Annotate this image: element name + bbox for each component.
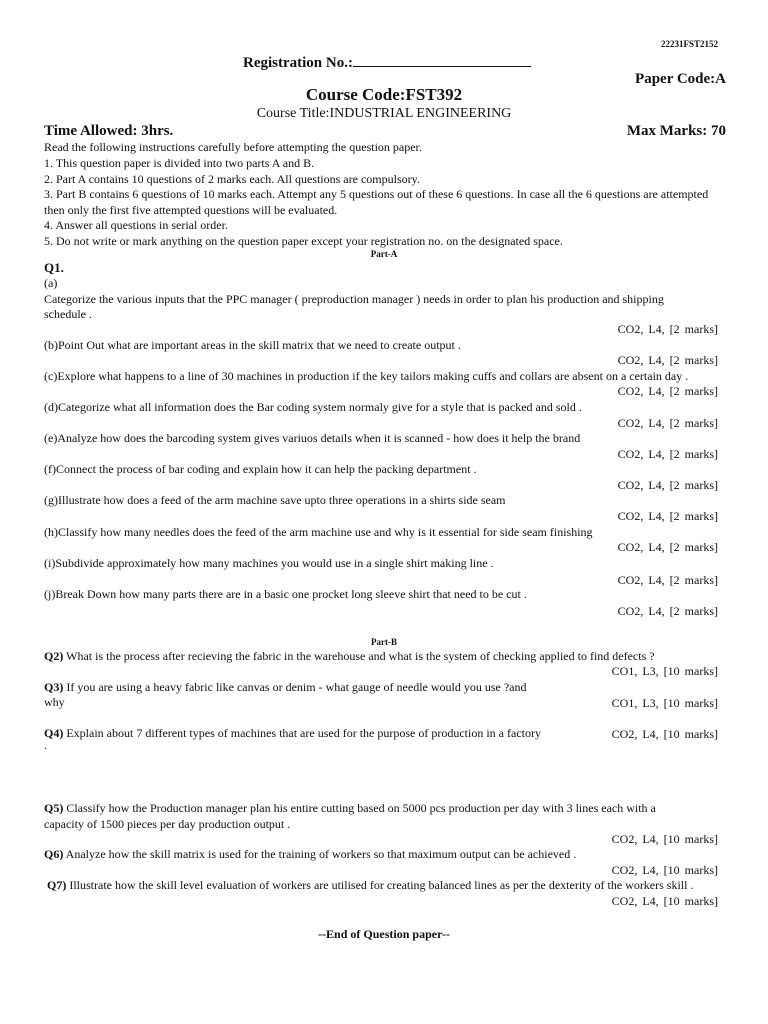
sub-question-label: (a) — [44, 276, 58, 290]
question-text-cont: why — [44, 695, 65, 709]
question-text: Explain about 7 different types of machines that are used for the purpose of production in a factory — [63, 726, 541, 740]
question-marks: CO2, L4, [2 marks] — [617, 540, 718, 554]
instruction-line: then only the first five attempted questions will be evaluated. — [44, 203, 338, 217]
instruction-line: 4. Answer all questions in serial order. — [44, 218, 228, 232]
registration-number-field — [243, 53, 531, 72]
question-number: Q5) — [44, 801, 64, 815]
sub-question-text: (f)Connect the process of bar coding and explain how it can help the packing department . — [44, 462, 477, 476]
question-marks: CO2, L4, [10 marks] — [611, 863, 718, 877]
question-marks: CO2, L4, [2 marks] — [617, 604, 718, 618]
sub-question-text: (g)Illustrate how does a feed of the arm machine save upto three operations in a shirts side seam — [44, 493, 506, 507]
question-text: If you are using a heavy fabric like canvas or denim - what gauge of needle would you use ?and — [63, 680, 527, 694]
course-title: Course Title:INDUSTRIAL ENGINEERING — [256, 106, 512, 121]
instruction-line: Read the following instructions carefully before attempting the question paper. — [44, 140, 422, 154]
paper-id-code: 22231FST2152 — [660, 39, 718, 49]
course-code: Course Code:FST392 — [305, 85, 463, 104]
max-marks: Max Marks: 70 — [626, 123, 726, 139]
sub-question-text: Categorize the various inputs that the PPC manager ( preproduction manager ) needs in order to plan his production and shipping — [44, 292, 664, 306]
question-marks: CO1, L3, [10 marks] — [611, 696, 718, 710]
end-of-paper: --End of Question paper-- — [318, 927, 450, 941]
part-a-heading: Part-A — [370, 249, 398, 259]
time-allowed: Time Allowed: 3hrs. — [44, 123, 174, 139]
question-number: Q2) — [44, 649, 64, 663]
question-marks: CO2, L4, [10 marks] — [611, 894, 718, 908]
question-text: Illustrate how the skill level evaluation of workers are utilised for creating balanced lines as per the dexterity of the workers skill . — [66, 878, 694, 892]
paper-code: Paper Code:A — [635, 71, 726, 87]
question-text: Classify how the Production manager plan his entire cutting based on 5000 pcs production per day with 3 lines each with a — [63, 801, 656, 815]
instruction-line: 3. Part B contains 6 questions of 10 marks each. Attempt any 5 questions out of these 6 questions. In case all the 6 questions are attempted — [44, 187, 709, 201]
question-marks: CO2, L4, [2 marks] — [617, 447, 718, 461]
question-number: Q6) — [44, 847, 64, 861]
question-q5 — [44, 801, 656, 816]
question-marks: CO2, L4, [10 marks] — [611, 832, 718, 846]
question-marks: CO2, L4, [2 marks] — [617, 416, 718, 430]
registration-blank-line — [353, 53, 531, 67]
sub-question-text: (h)Classify how many needles does the feed of the arm machine use and why is it essential for side seam finishing — [44, 525, 593, 539]
question-number: Q7) — [47, 878, 67, 892]
sub-question-text: (d)Categorize what all information does the Bar coding system normaly give for a style that is packed and sold . — [44, 400, 582, 414]
sub-question-text: (i)Subdivide approximately how many machines you would use in a single shirt making line . — [44, 556, 494, 570]
instruction-line: 5. Do not write or mark anything on the question paper except your registration no. on the designated space. — [44, 234, 563, 248]
sub-question-text: (e)Analyze how does the barcoding system gives variuos details when it is scanned - how does it help the brand — [44, 431, 581, 445]
question-text: What is the process after recieving the fabric in the warehouse and what is the system of checking applied to find defects ? — [63, 649, 655, 663]
sub-question-text: (c)Explore what happens to a line of 30 machines in production if the key tailors making cuffs and collars are absent on a certain day . — [44, 369, 689, 383]
question-marks: CO2, L4, [2 marks] — [617, 509, 718, 523]
question-q7 — [47, 878, 693, 893]
sub-question-text: schedule . — [44, 307, 92, 321]
question-q2 — [44, 649, 655, 664]
instruction-line: 2. Part A contains 10 questions of 2 marks each. All questions are compulsory. — [44, 172, 420, 186]
question-text: Analyze how the skill matrix is used for the training of workers so that maximum output can be achieved . — [63, 847, 577, 861]
question-marks: CO2, L4, [2 marks] — [617, 573, 718, 587]
question-marks: CO2, L4, [10 marks] — [611, 727, 718, 741]
question-marks: CO2, L4, [2 marks] — [617, 353, 718, 367]
question-number: Q4) — [44, 726, 64, 740]
question-marks: CO2, L4, [2 marks] — [617, 384, 718, 398]
registration-label: Registration No.: — [243, 55, 353, 71]
part-b-heading: Part-B — [371, 637, 397, 647]
question-q4 — [44, 726, 541, 741]
instruction-line: 1. This question paper is divided into two parts A and B. — [44, 156, 315, 170]
question-q6 — [44, 847, 576, 862]
question-text-cont: capacity of 1500 pieces per day production output . — [44, 817, 291, 831]
question-number: Q1. — [44, 260, 64, 275]
question-text-cont: . — [44, 738, 47, 752]
question-q3 — [44, 680, 527, 695]
sub-question-text: (j)Break Down how many parts there are in a basic one procket long sleeve shirt that need to be cut . — [44, 587, 527, 601]
question-number: Q3) — [44, 680, 64, 694]
sub-question-text: (b)Point Out what are important areas in the skill matrix that we need to create output . — [44, 338, 461, 352]
question-marks: CO1, L3, [10 marks] — [611, 664, 718, 678]
question-marks: CO2, L4, [2 marks] — [617, 478, 718, 492]
question-marks: CO2, L4, [2 marks] — [617, 322, 718, 336]
